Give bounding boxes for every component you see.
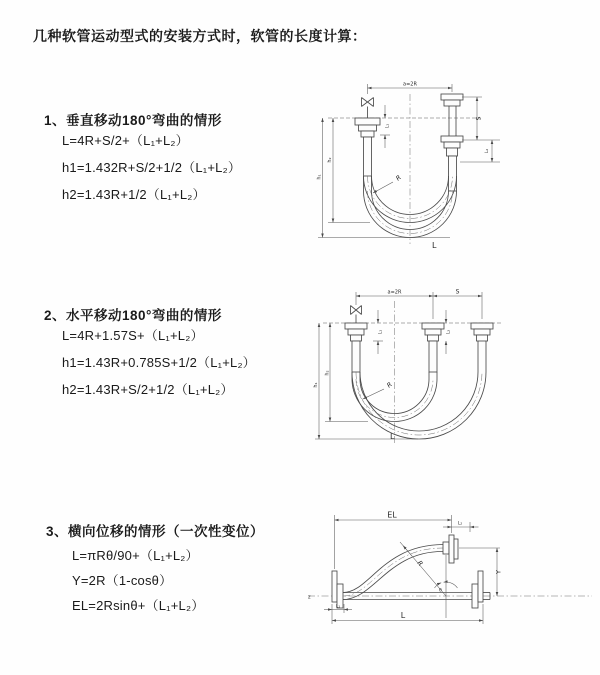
dim-label-s: S xyxy=(475,116,483,121)
dim-label-h1: h₁ xyxy=(313,382,319,388)
hose-u-bend xyxy=(352,372,486,439)
left-hose-fitting xyxy=(345,323,367,379)
dim-label-r: R xyxy=(415,559,425,568)
s-curve-hose-displaced xyxy=(343,545,443,600)
l1-dimension xyxy=(373,310,384,354)
dim-label-l2: L₂ xyxy=(485,148,490,154)
formula-line: L=πRθ/90+（L₁+L₂） xyxy=(72,548,199,563)
diagram-horizontal-180-bend xyxy=(308,283,558,455)
dim-label-h2: h₂ xyxy=(327,157,333,163)
dim-label-l-total: L xyxy=(390,432,395,441)
dim-label-a2r: a=2R xyxy=(387,289,402,296)
l-total-dimension xyxy=(332,604,483,624)
dim-label-l-total: L xyxy=(400,611,406,620)
formula-line: Y=2R（1-cosθ） xyxy=(72,573,173,588)
dim-label-l2: L₂ xyxy=(457,521,463,527)
formula-line: h2=1.43R+1/2（L₁+L₂） xyxy=(62,187,206,202)
radius-callout xyxy=(363,380,394,399)
section2-formulas xyxy=(62,322,256,403)
dim-label-a2r: a=2R xyxy=(403,81,417,88)
moved-hose-fitting xyxy=(471,323,493,372)
middle-hose-fitting xyxy=(422,323,444,379)
top-width-dimension xyxy=(368,82,453,95)
valve-icon xyxy=(362,98,374,119)
height-dimensions xyxy=(313,323,418,439)
formula-line: h1=1.43R+0.785S+1/2（L₁+L₂） xyxy=(62,355,256,370)
section3-heading: 3、横向位移的情形（一次性变位） xyxy=(46,524,265,539)
dim-label-r: R xyxy=(385,380,394,390)
top-dimensions xyxy=(356,289,482,320)
dim-label-y: Y xyxy=(494,570,503,574)
l2-dimension xyxy=(460,140,500,162)
l2-dimension xyxy=(443,521,479,533)
dim-label-l-total: L xyxy=(432,241,437,250)
formula-line: h2=1.43R+S/2+1/2（L₁+L₂） xyxy=(62,382,234,397)
dim-label-el: EL xyxy=(387,510,397,520)
section1-heading: 1、垂直移动180°弯曲的情形 xyxy=(44,113,222,128)
radius-callout xyxy=(373,173,403,193)
dim-label-l2: L₂ xyxy=(446,329,452,335)
dim-label-r: R xyxy=(394,173,403,183)
dim-label-h2: h₂ xyxy=(324,370,331,376)
section3-formulas xyxy=(72,543,204,618)
s-dimension xyxy=(462,97,500,140)
formula-line: h1=1.432R+S/2+1/2（L₁+L₂） xyxy=(62,160,242,175)
left-hose-fitting xyxy=(355,118,380,176)
right-hose-fitting xyxy=(441,94,463,191)
axis-mark-z: z xyxy=(308,594,311,601)
formula-line: EL=2Rsinθ+（L₁+L₂） xyxy=(72,598,205,613)
el-dimension xyxy=(335,511,452,570)
right-flange-fitting xyxy=(472,571,490,608)
top-flange-fitting-displaced xyxy=(443,535,458,563)
formula-line: L=4R+S/2+（L₁+L₂） xyxy=(62,133,189,148)
angle-label-theta: θ xyxy=(439,588,442,594)
l1-dimension xyxy=(380,105,391,148)
valve-icon xyxy=(351,306,362,324)
l2-dimension xyxy=(446,310,452,354)
dim-label-l1: L₁ xyxy=(378,329,384,335)
diagram-lateral-displacement xyxy=(300,505,600,650)
dim-label-l1: L₁ xyxy=(335,604,341,610)
dim-label-h1: h₁ xyxy=(316,174,323,180)
centerlines xyxy=(328,94,480,244)
formula-line: L=4R+1.57S+（L₁+L₂） xyxy=(62,328,204,343)
section1-formulas xyxy=(62,127,241,208)
dim-label-s: S xyxy=(455,288,460,296)
section2-heading: 2、水平移动180°弯曲的情形 xyxy=(44,308,222,323)
height-dimensions xyxy=(317,118,451,238)
dim-label-l1: L₁ xyxy=(385,123,391,129)
diagram-vertical-180-bend xyxy=(310,72,550,257)
l1-dimension xyxy=(324,604,352,614)
page-title: 几种软管运动型式的安装方式时，软管的长度计算： xyxy=(33,28,367,44)
left-flange-fitting xyxy=(332,571,343,608)
